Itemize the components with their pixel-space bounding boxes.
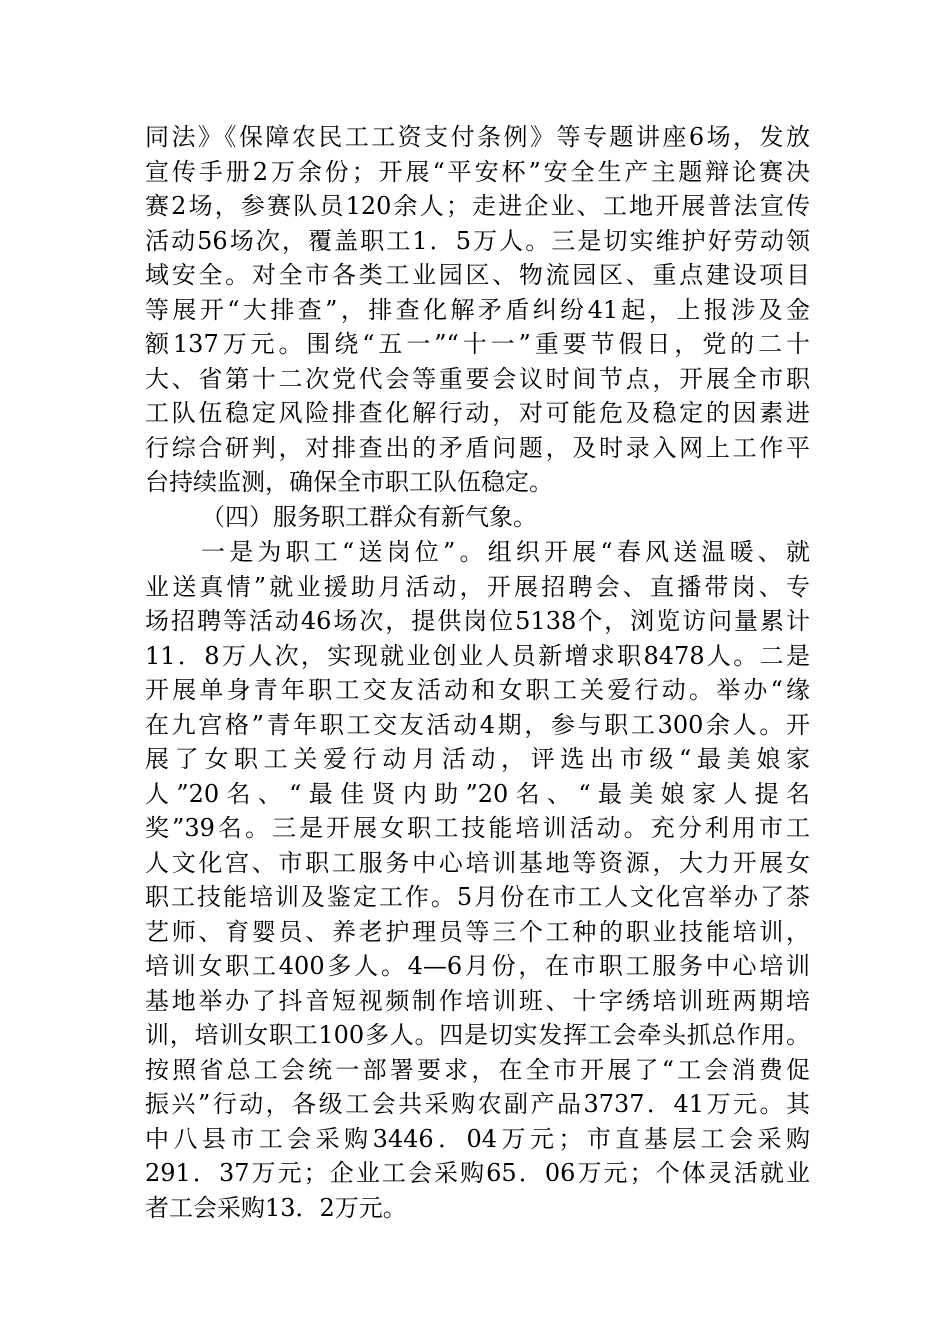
text-line: 行综合研判，对排查出的矛盾问题，及时录入网上工作平 xyxy=(145,433,810,462)
text-line: 者工会采购13．2万元。 xyxy=(145,1193,407,1222)
text-line: 场招聘等活动46场次，提供岗位5138个，浏览访问量累计 xyxy=(145,607,810,635)
text-line: 域安全。对全市各类工业园区、物流园区、重点建设项目 xyxy=(145,261,810,289)
text-line: 工队伍稳定风险排查化解行动，对可能危及稳定的因素进 xyxy=(145,399,810,427)
text-line: 人文化宫、市职工服务中心培训基地等资源，大力开展女 xyxy=(145,848,810,877)
text-line: 大、省第十二次党代会等重要会议时间节点，开展全市职 xyxy=(145,364,810,393)
text-line: 展了女职工关爱行动月活动，评选出市级“最美娘家 xyxy=(145,745,810,773)
paragraph-worker-services xyxy=(145,535,810,1225)
section-heading: （四）服务职工群众有新气象。 xyxy=(201,503,537,531)
text-line: 一是为职工“送岗位”。组织开展“春风送温暖、就 xyxy=(201,538,810,566)
text-line: 训，培训女职工100多人。四是切实发挥工会牵头抓总作用。 xyxy=(145,1021,810,1049)
text-line: 业送真情”就业援助月活动，开展招聘会、直播带岗、专 xyxy=(145,572,810,601)
text-line: 职工技能培训及鉴定工作。5月份在市工人文化宫举办了茶 xyxy=(145,883,810,911)
text-line: 同法》《保障农民工工资支付条例》等专题讲座6场，发放 xyxy=(145,123,810,151)
text-line: 台持续监测，确保全市职工队伍稳定。 xyxy=(145,468,553,496)
text-line: 等展开“大排查”，排查化解矛盾纠纷41起，上报涉及金 xyxy=(145,295,810,324)
paragraph-labor-safety xyxy=(145,120,810,500)
text-line: 培训女职工400多人。4—6月份，在市职工服务中心培训 xyxy=(145,952,810,980)
text-line: 活动56场次，覆盖职工1．5万人。三是切实维护好劳动领 xyxy=(145,226,810,255)
text-line: 赛2场，参赛队员120余人；走进企业、工地开展普法宣传 xyxy=(145,192,810,220)
text-line: 宣传手册2万余份；开展“平安杯”安全生产主题辩论赛决 xyxy=(145,157,810,186)
text-line: 人”20名、“最佳贤内助”20名、“最美娘家人提名 xyxy=(145,779,810,808)
text-line: 奖”39名。三是开展女职工技能培训活动。充分利用市工 xyxy=(145,814,810,842)
text-line: 振兴”行动，各级工会共采购农副产品3737．41万元。其 xyxy=(145,1090,810,1118)
text-line: 291．37万元；企业工会采购65．06万元；个体灵活就业 xyxy=(145,1159,810,1187)
text-line: 中八县市工会采购3446．04万元；市直基层工会采购 xyxy=(145,1124,810,1153)
text-line: 基地举办了抖音短视频制作培训班、十字绣培训班两期培 xyxy=(145,986,810,1015)
text-line: 开展单身青年职工交友活动和女职工关爱行动。举办“缘 xyxy=(145,676,810,704)
text-line: 在九宫格”青年职工交友活动4期，参与职工300余人。开 xyxy=(145,710,810,739)
text-line: 额137万元。围绕“五一”“十一”重要节假日，党的二十 xyxy=(145,330,810,358)
text-line: 艺师、育婴员、养老护理员等三个工种的职业技能培训， xyxy=(145,917,810,946)
section-heading-block xyxy=(145,500,810,535)
text-line: 按照省总工会统一部署要求，在全市开展了“工会消费促 xyxy=(145,1055,810,1084)
text-line: 11．8万人次，实现就业创业人员新增求职8478人。二是 xyxy=(145,641,810,670)
